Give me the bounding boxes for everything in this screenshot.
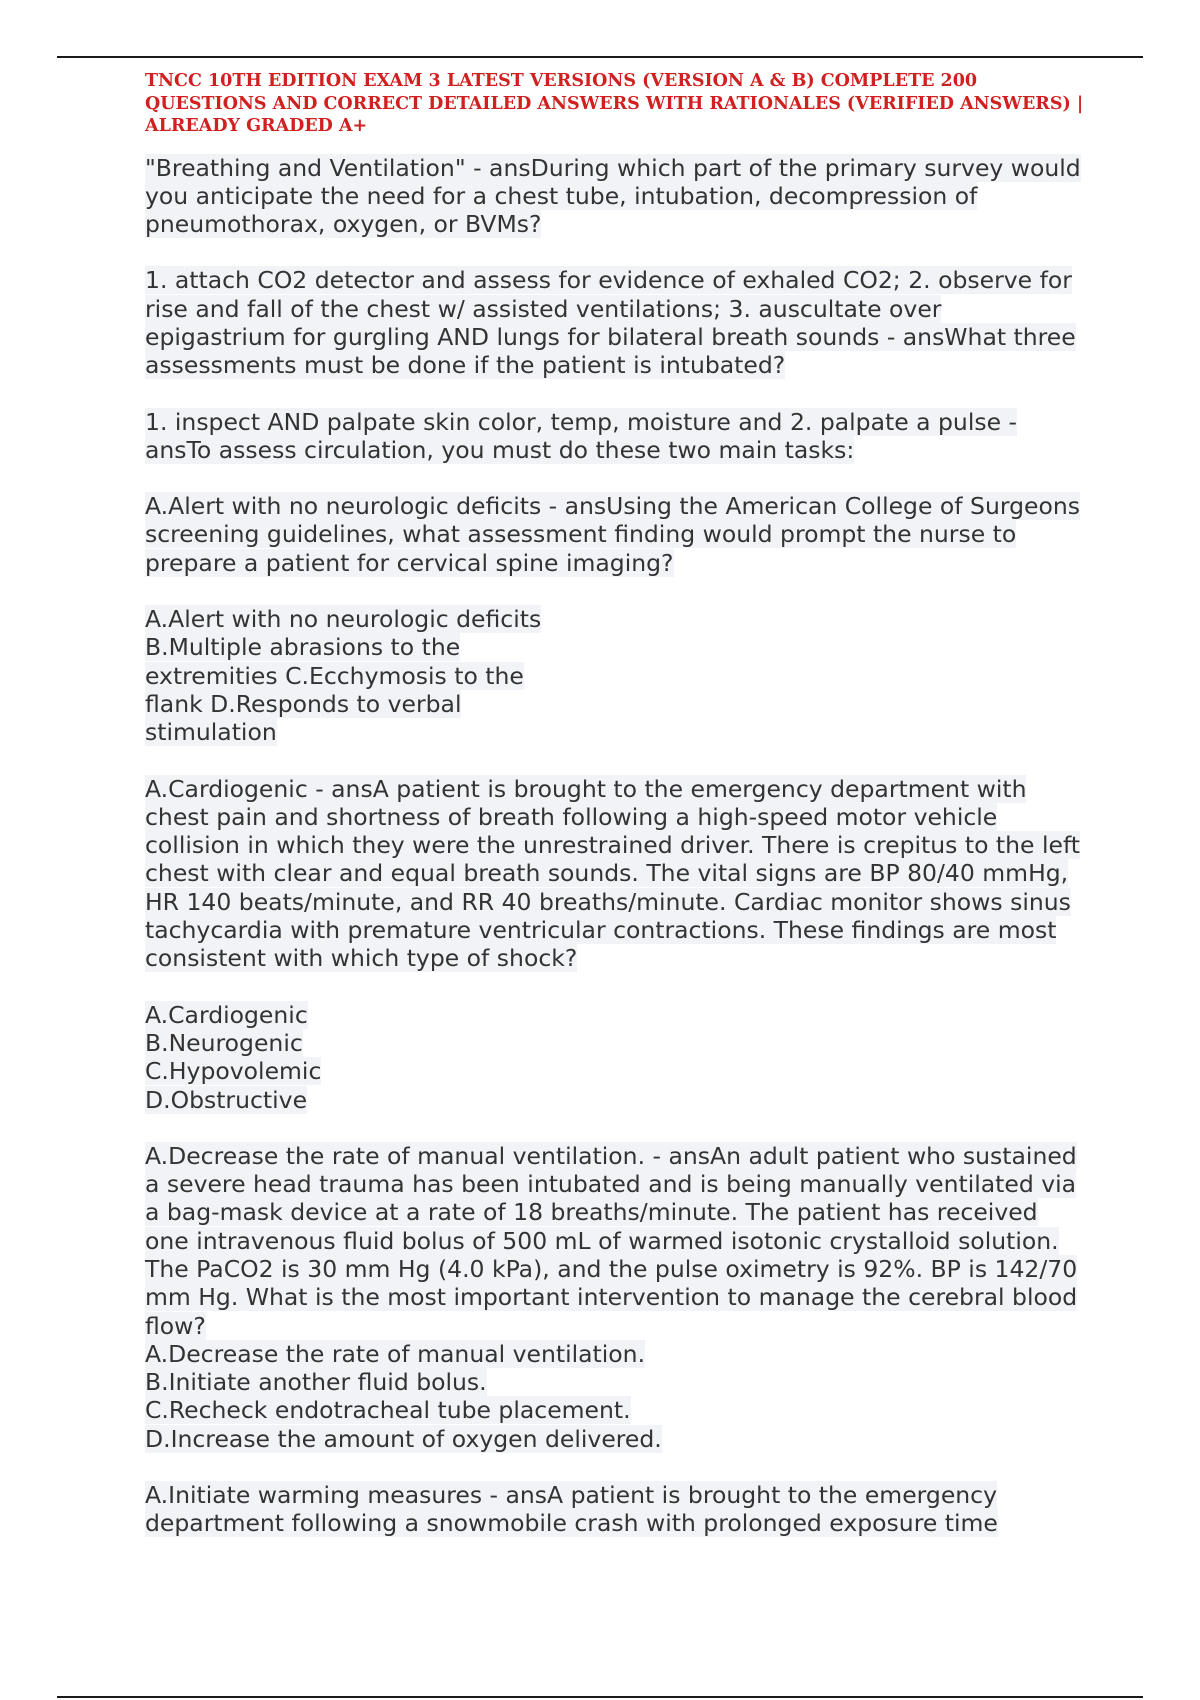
qa-text: A.Initiate warming measures - ansA patient is brought to the emergency department following a snowmobile crash with prolonged exposure time (145, 1481, 998, 1538)
qa-text: 1. attach CO2 detector and assess for evidence of exhaled CO2; 2. observe for rise and fall of the chest w/ assisted ventilations; 3. auscultate over epigastrium for gurgling AND lungs for bilateral breath sounds - ansWhat three assessments must be done if the patient is intubated? (145, 266, 1076, 380)
qa-paragraph (145, 492, 1085, 577)
list-item: D.Increase the amount of oxygen delivered. (145, 1424, 662, 1453)
list-item: C.Recheck endotracheal tube placement. (145, 1396, 631, 1425)
qa-paragraph (145, 154, 1085, 239)
list-item: D.Obstructive (145, 1085, 308, 1114)
list-item: B.Initiate another fluid bolus. (145, 1368, 487, 1397)
qa-paragraph (145, 1481, 1085, 1538)
shock-options-list (145, 1001, 1085, 1114)
list-item: A.Decrease the rate of manual ventilation. (145, 1339, 646, 1368)
qa-text: A.Decrease the rate of manual ventilation. - ansAn adult patient who sustained a severe head trauma has been intubated and is being manually ventilated via a bag-mask device at a rate of 18 breaths/minute. The patient has received one intravenous fluid bolus of 500 mL of warmed isotonic crystalloid solution. The PaCO2 is 30 mm Hg (4.0 kPa), and the pulse oximetry is 92%. BP is 142/70 mm Hg. What is the most important intervention to manage the cerebral blood flow? (145, 1141, 1078, 1340)
qa-paragraph (145, 266, 1085, 379)
ventilation-options-list (145, 1340, 1085, 1453)
qa-text: "Breathing and Ventilation" - ansDuring which part of the primary survey would you anticipate the need for a chest tube, intubation, decompression of pneumothorax, oxygen, or BVMs? (145, 153, 1081, 239)
document-content (145, 70, 1085, 1566)
qa-text: A.Cardiogenic - ansA patient is brought to the emergency department with chest pain and shortness of breath following a high-speed motor vehicle collision in which they were the unrestrained driver. There is crepitus to the left chest with clear and equal breath sounds. The vital signs are BP 80/40 mmHg, HR 140 beats/minute, and RR 40 breaths/minute. Cardiac monitor shows sinus tachycardia with premature ventricular contractions. These findings are most consistent with which type of shock? (145, 774, 1081, 973)
qa-paragraph (145, 408, 1085, 465)
list-item: A.Cardiogenic (145, 1000, 308, 1029)
qa-text: A.Alert with no neurologic deficits - ansUsing the American College of Surgeons screening guidelines, what assessment finding would prompt the nurse to prepare a patient for cervical spine imaging? (145, 492, 1080, 577)
document-title: TNCC 10TH EDITION EXAM 3 LATEST VERSIONS (VERSION A & B) COMPLETE 200 QUESTIONS AND CORRECT DETAILED ANSWERS WITH RATIONALES (VERIFIED ANSWERS) | ALREADY GRADED A+ (145, 71, 1084, 136)
qa-paragraph (145, 775, 1085, 973)
qa-text: 1. inspect AND palpate skin color, temp, moisture and 2. palpate a pulse - ansTo assess circulation, you must do these two main tasks: (145, 407, 1018, 464)
list-item: B.Neurogenic (145, 1028, 303, 1057)
list-item: C.Hypovolemic (145, 1057, 322, 1086)
qa-paragraph (145, 1142, 1085, 1340)
top-rule (57, 56, 1143, 58)
cervical-options-paragraph (145, 605, 555, 746)
qa-text: A.Alert with no neurologic deficits B.Multiple abrasions to the extremities C.Ecchymosis to the flank D.Responds to verbal stimulation (145, 605, 542, 747)
bottom-rule (57, 1696, 1143, 1698)
